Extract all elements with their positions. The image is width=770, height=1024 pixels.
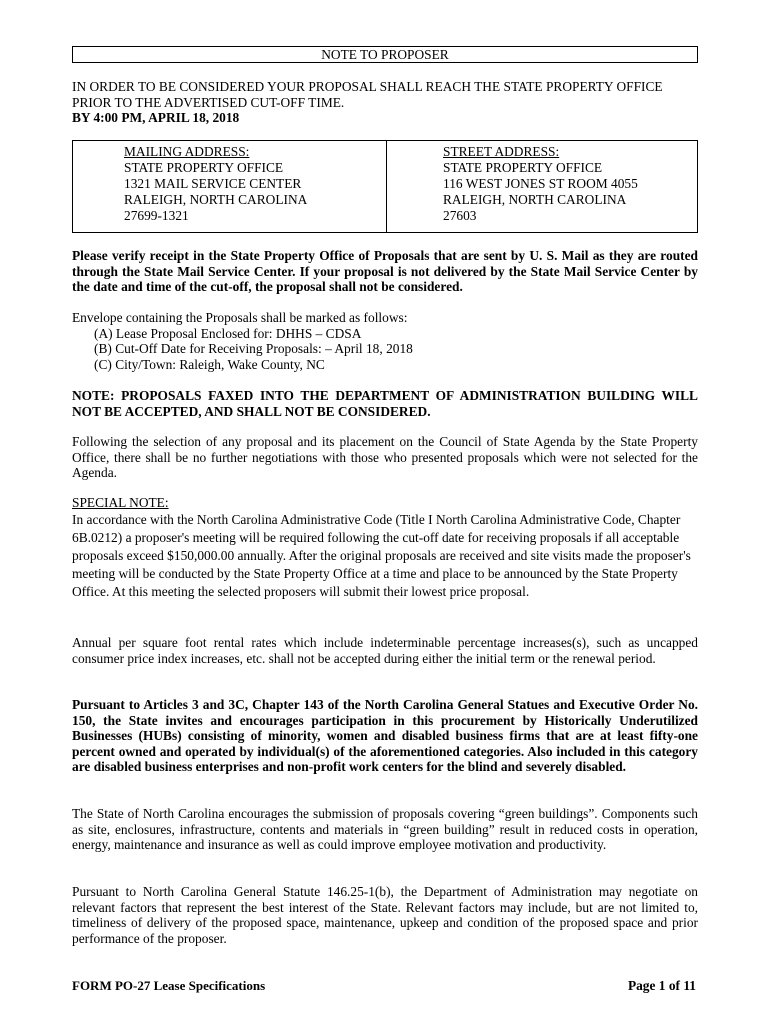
mailing-address-line: 27699-1321 bbox=[124, 208, 189, 223]
envelope-item: (C) City/Town: Raleigh, Wake County, NC bbox=[94, 356, 325, 372]
statute-paragraph: Pursuant to North Carolina General Statute 146.25-1(b), the Department of Administration may negotiate on relevant factors that represent the best interest of the State. Relevant factors may include, but are not limited to, timeliness of delivery of the proposed space, maintenance, upkeep and condition of the proposed space and prior performance of the proposer. bbox=[72, 884, 698, 946]
intro-text: IN ORDER TO BE CONSIDERED YOUR PROPOSAL SHALL REACH THE STATE PROPERTY OFFICE PRIOR TO THE ADVERTISED CUT-OFF TIME. bbox=[72, 79, 663, 110]
street-address-line: STATE PROPERTY OFFICE bbox=[443, 160, 603, 175]
street-address bbox=[443, 144, 638, 224]
street-address-label: STREET ADDRESS: bbox=[443, 144, 560, 159]
mailing-address-line: STATE PROPERTY OFFICE bbox=[124, 160, 284, 175]
mailing-address bbox=[124, 144, 307, 224]
special-note-heading: SPECIAL NOTE: bbox=[72, 495, 169, 510]
address-divider bbox=[386, 140, 387, 233]
envelope-item: (A) Lease Proposal Enclosed for: DHHS – CDSA bbox=[94, 325, 362, 341]
fax-note: NOTE: PROPOSALS FAXED INTO THE DEPARTMENT OF ADMINISTRATION BUILDING WILL NOT BE ACCEPTED, AND SHALL NOT BE CONSIDERED. bbox=[72, 388, 698, 419]
footer-page-number: Page 1 of 11 bbox=[627, 978, 696, 993]
page-title: NOTE TO PROPOSER bbox=[72, 46, 698, 63]
street-address-line: 27603 bbox=[443, 208, 477, 223]
intro-block bbox=[72, 79, 698, 126]
envelope-instructions bbox=[72, 310, 698, 372]
envelope-item: (B) Cut-Off Date for Receiving Proposals: – April 18, 2018 bbox=[94, 341, 413, 356]
rental-rates-paragraph: Annual per square foot rental rates which include indeterminable percentage increases(s), such as uncapped consumer price index increases, etc. shall not be accepted during either the initial term or the renewal period. bbox=[72, 635, 698, 666]
green-buildings-paragraph: The State of North Carolina encourages the submission of proposals covering “green buildings”. Components such as site, enclosures, infrastructure, contents and materials in “green building” result in reduced costs in operation, energy, maintenance and insurance as well as could improve employee motivation and productivity. bbox=[72, 806, 698, 852]
mailing-address-line: RALEIGH, NORTH CAROLINA bbox=[124, 192, 308, 207]
special-note bbox=[72, 495, 698, 601]
special-note-text: In accordance with the North Carolina Administrative Code (Title I North Carolina Administrative Code, Chapter 6B.0212) a proposer's meeting will be required following the cut-off date for receiving proposals if all acceptable proposals exceed $150,000.00 annually. After the original proposals are received and site visits made the proposer's meeting will be conducted by the State Property Office at a time and place to be announced by the State Property Office. At this meeting the selected proposers will submit their lowest price proposal. bbox=[72, 511, 691, 599]
street-address-line: 116 WEST JONES ST ROOM 4055 bbox=[443, 176, 638, 191]
verify-receipt-note: Please verify receipt in the State Property Office of Proposals that are sent by U. S. Mail as they are routed through the State Mail Service Center. If your proposal is not delivered by the State Mail Service Center by the date and time of the cut-off, the proposal shall not be considered. bbox=[72, 248, 698, 294]
selection-paragraph: Following the selection of any proposal and its placement on the Council of State Agenda by the State Property Office, there shall be no further negotiations with those who presented proposals which were not selected for the Agenda. bbox=[72, 434, 698, 480]
footer-form-name: FORM PO-27 Lease Specifications bbox=[72, 978, 266, 993]
hub-paragraph: Pursuant to Articles 3 and 3C, Chapter 143 of the North Carolina General Statues and Executive Order No. 150, the State invites and encourages participation in this procurement by Historically Underutilized Businesses (HUBs) consisting of minority, women and disabled business firms that are at least fifty-one percent owned and operated by individual(s) of the aforementioned categories. Also included in this category are disabled business enterprises and non-profit work centers for the blind and severely disabled. bbox=[72, 697, 698, 774]
deadline-text: BY 4:00 PM, APRIL 18, 2018 bbox=[72, 110, 240, 125]
mailing-address-label: MAILING ADDRESS: bbox=[124, 144, 250, 159]
street-address-line: RALEIGH, NORTH CAROLINA bbox=[443, 192, 627, 207]
envelope-intro: Envelope containing the Proposals shall be marked as follows: bbox=[72, 310, 408, 325]
mailing-address-line: 1321 MAIL SERVICE CENTER bbox=[124, 176, 302, 191]
